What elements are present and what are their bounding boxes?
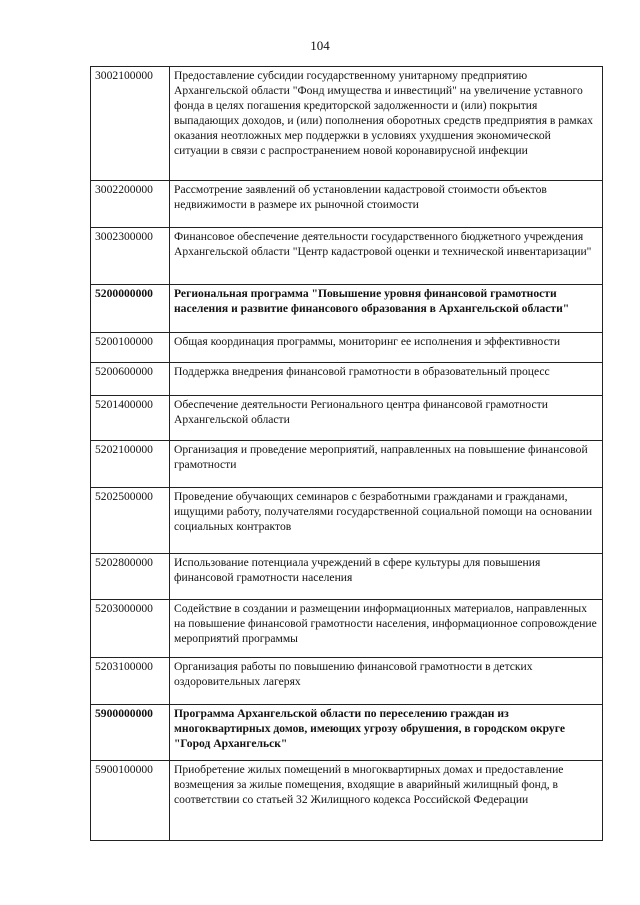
- description-cell: Региональная программа "Повышение уровня финансовой грамотности населения и развитие финансового образования в Архангельской области": [170, 285, 603, 333]
- table-row: [91, 488, 603, 554]
- description-cell: Программа Архангельской области по переселению граждан из многоквартирных домов, имеющих угрозу обрушения, в городском округе "Город Архангельск": [170, 705, 603, 761]
- table-row: [91, 363, 603, 396]
- table-row: [91, 396, 603, 441]
- description-cell: Обеспечение деятельности Регионального центра финансовой грамотности Архангельской области: [170, 396, 603, 441]
- table-row: [91, 554, 603, 600]
- table-body: [91, 67, 603, 841]
- code-cell: 3002100000: [91, 67, 170, 181]
- table-row: [91, 600, 603, 658]
- description-cell: Содействие в создании и размещении информационных материалов, направленных на повышение финансовой грамотности населения, информационное сопровождение мероприятий программы: [170, 600, 603, 658]
- description-cell: Рассмотрение заявлений об установлении кадастровой стоимости объектов недвижимости в размере их рыночной стоимости: [170, 181, 603, 228]
- description-cell: Предоставление субсидии государственному унитарному предприятию Архангельской области "Фонд имущества и инвестиций" на увеличение уставного фонда в целях погашения кредиторской задолженности и (или) покрытия выпадающих доходов, и (или) пополнения оборотных средств предприятия в рамках оказания неотложных мер поддержки в условиях ухудшения экономической ситуации в связи с распространением новой коронавирусной инфекции: [170, 67, 603, 181]
- code-cell: 5200600000: [91, 363, 170, 396]
- description-cell: Организация работы по повышению финансовой грамотности в детских оздоровительных лагерях: [170, 658, 603, 705]
- code-cell: 5900000000: [91, 705, 170, 761]
- code-cell: 3002200000: [91, 181, 170, 228]
- code-cell: 5200000000: [91, 285, 170, 333]
- description-cell: Финансовое обеспечение деятельности государственного бюджетного учреждения Архангельской области "Центр кадастровой оценки и технической инвентаризации": [170, 228, 603, 285]
- table-row: [91, 285, 603, 333]
- page-number: 104: [310, 38, 330, 53]
- code-cell: 5203000000: [91, 600, 170, 658]
- budget-codes-table: [90, 66, 603, 841]
- code-cell: 5202100000: [91, 441, 170, 488]
- table-row: [91, 228, 603, 285]
- code-cell: 5203100000: [91, 658, 170, 705]
- code-cell: 5202500000: [91, 488, 170, 554]
- table-row: [91, 181, 603, 228]
- description-cell: Организация и проведение мероприятий, направленных на повышение финансовой грамотности: [170, 441, 603, 488]
- code-cell: 5900100000: [91, 761, 170, 841]
- description-cell: Общая координация программы, мониторинг ее исполнения и эффективности: [170, 333, 603, 363]
- description-cell: Проведение обучающих семинаров с безработными гражданами и гражданами, ищущими работу, получателями государственной социальной помощи на основании социальных контрактов: [170, 488, 603, 554]
- table-row: [91, 441, 603, 488]
- table-row: [91, 705, 603, 761]
- code-cell: 5200100000: [91, 333, 170, 363]
- description-cell: Приобретение жилых помещений в многоквартирных домах и предоставление возмещения за жилые помещения, входящие в аварийный жилищный фонд, в соответствии со статьей 32 Жилищного кодекса Российской Федерации: [170, 761, 603, 841]
- table-row: [91, 67, 603, 181]
- table-row: [91, 761, 603, 841]
- code-cell: 5201400000: [91, 396, 170, 441]
- description-cell: Использование потенциала учреждений в сфере культуры для повышения финансовой грамотности населения: [170, 554, 603, 600]
- code-cell: 3002300000: [91, 228, 170, 285]
- table-row: [91, 658, 603, 705]
- code-cell: 5202800000: [91, 554, 170, 600]
- description-cell: Поддержка внедрения финансовой грамотности в образовательный процесс: [170, 363, 603, 396]
- table-row: [91, 333, 603, 363]
